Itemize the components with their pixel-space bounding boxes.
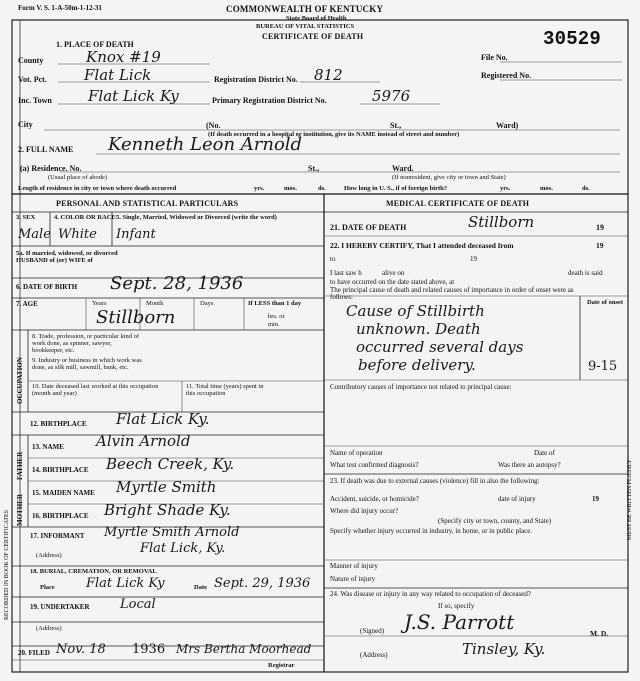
file-number-label: File No.: [481, 53, 508, 62]
birthplace-label: 12. BIRTHPLACE: [30, 420, 87, 428]
cause-line-4: before delivery.: [358, 356, 476, 374]
bureau-name: BUREAU OF VITAL STATISTICS: [256, 23, 355, 30]
where-injury-note: (Specify city or town, county, and State): [438, 517, 552, 525]
registration-district-label: Registration District No.: [214, 75, 298, 84]
father-birthplace-label: 14. BIRTHPLACE: [32, 466, 89, 474]
father-side-label: FATHER: [16, 451, 24, 480]
to-year: 19: [470, 255, 477, 263]
informant-value: Myrtle Smith Arnold: [104, 525, 240, 540]
cause-line-3: occurred several days: [356, 338, 524, 356]
age-minutes-label: min.: [268, 321, 280, 328]
injury-date-label: date of injury: [498, 495, 536, 503]
operation-date-label: Date of: [534, 449, 555, 457]
filed-label: 20. FILED: [18, 649, 50, 657]
residence-days: ds.: [318, 185, 326, 192]
sex-label: 3. SEX: [16, 214, 36, 221]
total-time-label: 11. Total time (years) spent in this occupation: [186, 383, 264, 397]
operation-label: Name of operation: [330, 449, 383, 457]
date-of-death-year: 19: [596, 223, 604, 232]
date-of-birth-value: Sept. 28, 1936: [110, 273, 244, 294]
father-name-label: 13. NAME: [32, 443, 64, 451]
if-so-specify-label: If so, specify: [438, 602, 475, 610]
external-causes-label: 23. If death was due to external causes (violence) fill in also the following:: [330, 477, 540, 485]
manner-of-injury-label: Manner of injury: [330, 562, 378, 570]
where-injury-label: Where did injury occur?: [330, 507, 399, 515]
certify-year: 19: [596, 241, 604, 250]
residence-years: yrs.: [254, 185, 265, 192]
mother-maiden-name-label: 15. MAIDEN NAME: [32, 489, 95, 497]
color-label: 4. COLOR OR RACE: [54, 214, 116, 221]
residence-ward-label: Ward.: [392, 164, 414, 173]
voting-precinct-value: Flat Lick: [84, 66, 152, 84]
undertaker-value: Local: [120, 597, 156, 612]
test-label: What test confirmed diagnosis?: [330, 461, 419, 469]
burial-date-value: Sept. 29, 1936: [214, 576, 311, 591]
death-said-label: death is said: [568, 269, 603, 277]
sex-value: Male: [18, 227, 51, 242]
age-value: Stillborn: [96, 307, 176, 328]
burial-place-label: Place: [40, 584, 55, 591]
cause-line-2: unknown. Death: [356, 320, 481, 338]
certificate-title: CERTIFICATE OF DEATH: [262, 32, 364, 41]
personal-section-title: PERSONAL AND STATISTICAL PARTICULARS: [56, 199, 239, 208]
marital-status-value: Infant: [116, 227, 156, 242]
birthplace-value: Flat Lick Ky.: [116, 410, 210, 428]
accident-label: Accident, suicide, or homicide?: [330, 495, 419, 503]
mother-birthplace-value: Bright Shade Ky.: [104, 501, 231, 519]
undertaker-address-label: (Address): [36, 625, 62, 632]
md-label: M. D.: [590, 629, 609, 638]
spouse-label: 5a. If married, widowed, or divorced HUSBAND of (or) WIFE of: [16, 250, 118, 264]
contributory-label: Contributory causes of importance not related to principal cause:: [330, 383, 512, 391]
informant-address-value: Flat Lick, Ky.: [140, 541, 226, 556]
mother-birthplace-label: 16. BIRTHPLACE: [32, 512, 89, 520]
board-name: State Board of Health: [286, 15, 347, 22]
ward-label: Ward): [496, 121, 519, 130]
us-days: ds.: [582, 185, 590, 192]
color-value: White: [58, 227, 97, 242]
county-value: Knox #19: [86, 48, 161, 66]
hospital-note: (If death occurred in a hospital or institution, give its NAME instead of street and number): [208, 131, 460, 138]
street-label: St.,: [390, 121, 402, 130]
burial-place-value: Flat Lick Ky: [86, 576, 165, 591]
occupation-side-label: OCCUPATION: [16, 357, 24, 404]
primary-district-value: 5976: [372, 87, 411, 105]
age-hours-label: hrs. or: [268, 313, 285, 320]
last-worked-label: 10. Date deceased last worked at this occupation (month and year): [32, 383, 159, 397]
us-months: mos.: [540, 185, 553, 192]
to-label: to: [330, 255, 336, 263]
primary-district-label: Primary Registration District No.: [212, 96, 327, 105]
city-label: City: [18, 120, 33, 129]
form-code: Form V. S. 1-A-50m-1-12-31: [18, 4, 102, 12]
place-of-death-label: 1. PLACE OF DEATH: [56, 40, 134, 49]
length-of-residence-label: Length of residence in city or town where death occurred: [18, 185, 177, 192]
signed-label: (Signed): [360, 627, 385, 635]
registered-number-label: Registered No.: [481, 71, 532, 80]
injury-date-year: 19: [592, 495, 599, 503]
physician-address-value: Tinsley, Ky.: [462, 640, 546, 658]
age-months-label: Month: [146, 300, 164, 307]
age-years-label: Years: [92, 300, 107, 307]
filed-date-value: Nov. 18: [56, 642, 106, 657]
how-long-us-label: How long in U. S., if of foreign birth?: [344, 185, 447, 192]
binding-note-2: MUST BE WRITTEN PLAINLY: [627, 459, 633, 540]
marital-status-label: 5. Single, Married, Widowed or Divorced (write the word): [116, 214, 277, 221]
binding-note-1: RECORDED IN BOOK OF CERTIFICATES: [4, 510, 10, 620]
certify-label: 22. I HEREBY CERTIFY, That I attended deceased from: [330, 241, 514, 250]
nature-of-injury-label: Nature of injury: [330, 575, 376, 583]
voting-precinct-label: Vot. Pct.: [18, 75, 47, 84]
cause-line-1: Cause of Stillbirth: [346, 302, 485, 320]
medical-section-title: MEDICAL CERTIFICATE OF DEATH: [386, 199, 530, 208]
father-birthplace-value: Beech Creek, Ky.: [106, 455, 235, 473]
registrar-signature: Mrs Bertha Moorhead: [176, 642, 312, 656]
date-of-death-value: Stillborn: [468, 213, 535, 231]
mother-maiden-name-value: Myrtle Smith: [116, 478, 217, 496]
full-name-label: 2. FULL NAME: [18, 145, 74, 154]
certificate-number: 30529: [543, 28, 602, 50]
autopsy-label: Was there an autopsy?: [498, 461, 561, 469]
burial-label: 18. BURIAL, CREMATION, OR REMOVAL: [30, 568, 157, 575]
date-of-death-label: 21. DATE OF DEATH: [330, 223, 407, 232]
age-label: 7. AGE: [16, 300, 38, 308]
nonresident-note: (If nonresident, give city or town and State): [392, 174, 506, 181]
date-of-birth-label: 6. DATE OF BIRTH: [16, 283, 78, 291]
town-value: Flat Lick Ky: [88, 87, 179, 105]
age-less-than-label: If LESS than 1 day: [248, 300, 302, 307]
residence-months: mos.: [284, 185, 297, 192]
town-label: Inc. Town: [18, 96, 52, 105]
mother-side-label: MOTHER: [16, 494, 24, 526]
registrar-label: Registrar: [268, 662, 295, 669]
alive-on-label: alive on: [382, 269, 405, 277]
principal-cause-text: The principal cause of death and related causes of importance in order of onset were as follows:: [330, 286, 574, 302]
informant-address-label: (Address): [36, 552, 62, 559]
full-name-value: Kenneth Leon Arnold: [108, 134, 303, 155]
informant-label: 17. INFORMANT: [30, 532, 85, 540]
burial-date-label: Date: [194, 584, 207, 591]
date-of-onset-label: Date of onset: [586, 299, 624, 306]
county-label: County: [18, 56, 44, 65]
last-saw-label: I last saw h: [330, 269, 362, 277]
commonwealth-title: COMMONWEALTH OF KENTUCKY: [226, 4, 384, 14]
industry-label: 9. Industry or business in which work was done, as silk mill, sawmill, bank, etc.: [32, 357, 142, 371]
cause-onset-value: 9-15: [588, 359, 618, 374]
us-years: yrs.: [500, 185, 511, 192]
street-number-label: (No.: [206, 121, 221, 130]
occupation-related-label: 24. Was disease or injury in any way related to occupation of deceased?: [330, 590, 531, 598]
undertaker-label: 19. UNDERTAKER: [30, 603, 90, 611]
physician-address-label: (Address): [360, 651, 388, 659]
specify-injury-label: Specify whether injury occurred in industry, in home, or in public place.: [330, 527, 533, 535]
residence-label: (a) Residence. No.: [20, 164, 82, 173]
father-name-value: Alvin Arnold: [96, 432, 191, 450]
filed-year-value: 1936: [132, 642, 166, 657]
occupation-label: 8. Trade, profession, or particular kind of work done, as spinner, sawyer, bookkeeper, etc.: [32, 333, 140, 354]
age-days-label: Days: [200, 300, 214, 307]
physician-signature: J.S. Parrott: [404, 610, 515, 634]
residence-street-label: St.,: [308, 164, 320, 173]
residence-usual-note: (Usual place of abode): [48, 174, 108, 181]
registration-district-value: 812: [314, 66, 343, 84]
occurred-text: to have occurred on the date stated above, at: [330, 278, 455, 286]
